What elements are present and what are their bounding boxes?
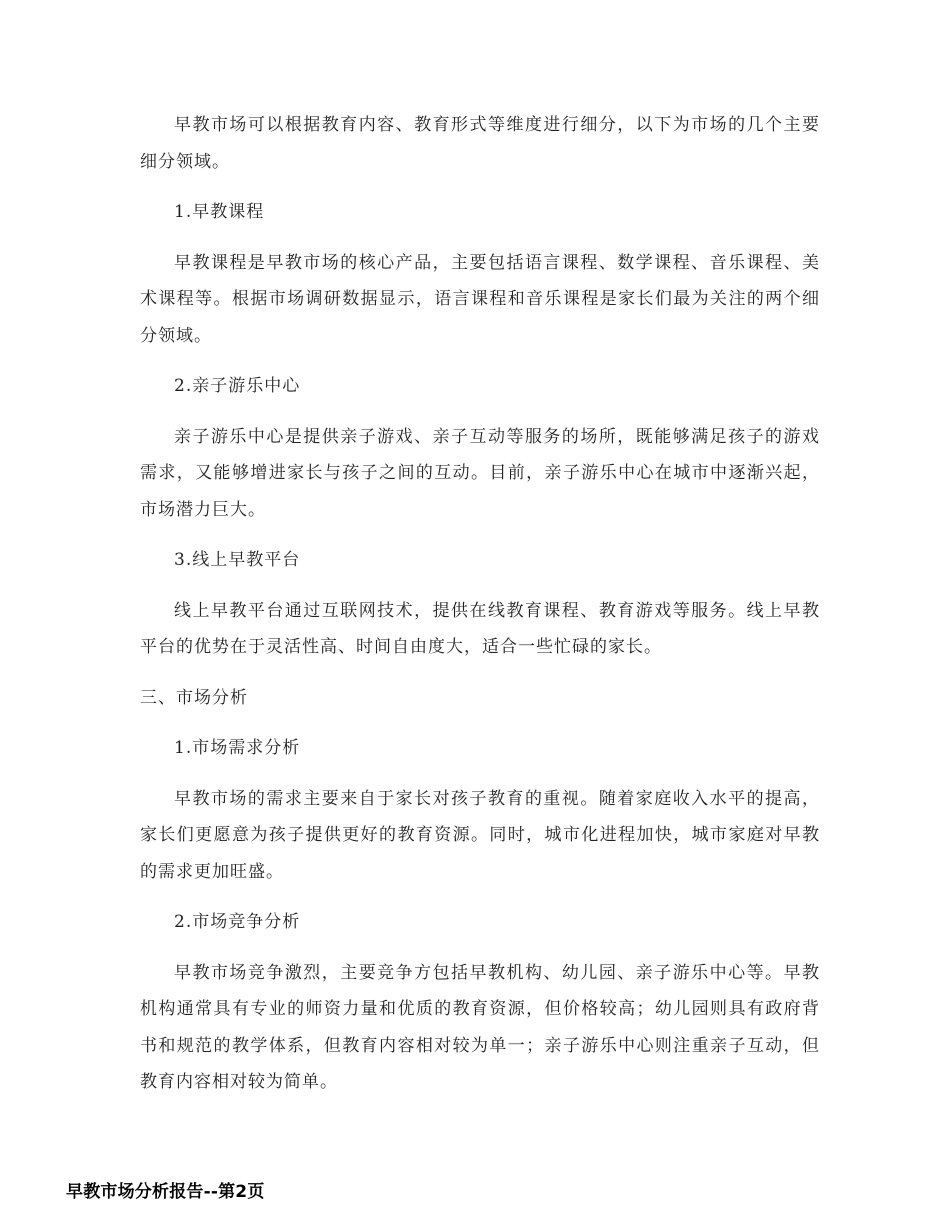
intro-paragraph: 早教市场可以根据教育内容、教育形式等维度进行细分，以下为市场的几个主要细分领域。: [140, 115, 820, 172]
section-heading-market-analysis: 三、市场分析: [140, 687, 248, 708]
subheading-competition-analysis: 2.市场竞争分析: [174, 912, 301, 932]
courses-paragraph: 早教课程是早教市场的核心产品，主要包括语言课程、数学课程、音乐课程、美术课程等。根据市场调研数据显示，语言课程和音乐课程是家长们最为关注的两个细分领域。: [140, 252, 820, 346]
subheading-early-education-courses: 1.早教课程: [174, 202, 265, 222]
play-center-paragraph: 亲子游乐中心是提供亲子游戏、亲子互动等服务的场所，既能够满足孩子的游戏需求，又能够增进家长与孩子之间的互动。目前，亲子游乐中心在城市中逐渐兴起，市场潜力巨大。: [140, 426, 820, 520]
page-footer: 早教市场分析报告--第2页: [66, 1182, 265, 1202]
competition-paragraph: 早教市场竞争激烈，主要竞争方包括早教机构、幼儿园、亲子游乐中心等。早教机构通常具有专业的师资力量和优质的教育资源，但价格较高；幼儿园则具有政府背书和规范的教学体系，但教育内容相对较为单一；亲子游乐中心则注重亲子互动，但教育内容相对较为简单。: [140, 962, 820, 1092]
online-platform-paragraph: 线上早教平台通过互联网技术，提供在线教育课程、教育游戏等服务。线上早教平台的优势在于灵活性高、时间自由度大，适合一些忙碌的家长。: [140, 600, 820, 657]
document-body: [140, 107, 820, 1101]
demand-paragraph: 早教市场的需求主要来自于家长对孩子教育的重视。随着家庭收入水平的提高，家长们更愿意为孩子提供更好的教育资源。同时，城市化进程加快，城市家庭对早教的需求更加旺盛。: [140, 788, 820, 882]
subheading-parent-child-play-center: 2.亲子游乐中心: [174, 376, 301, 396]
subheading-demand-analysis: 1.市场需求分析: [174, 738, 301, 758]
subheading-online-platform: 3.线上早教平台: [174, 550, 301, 570]
